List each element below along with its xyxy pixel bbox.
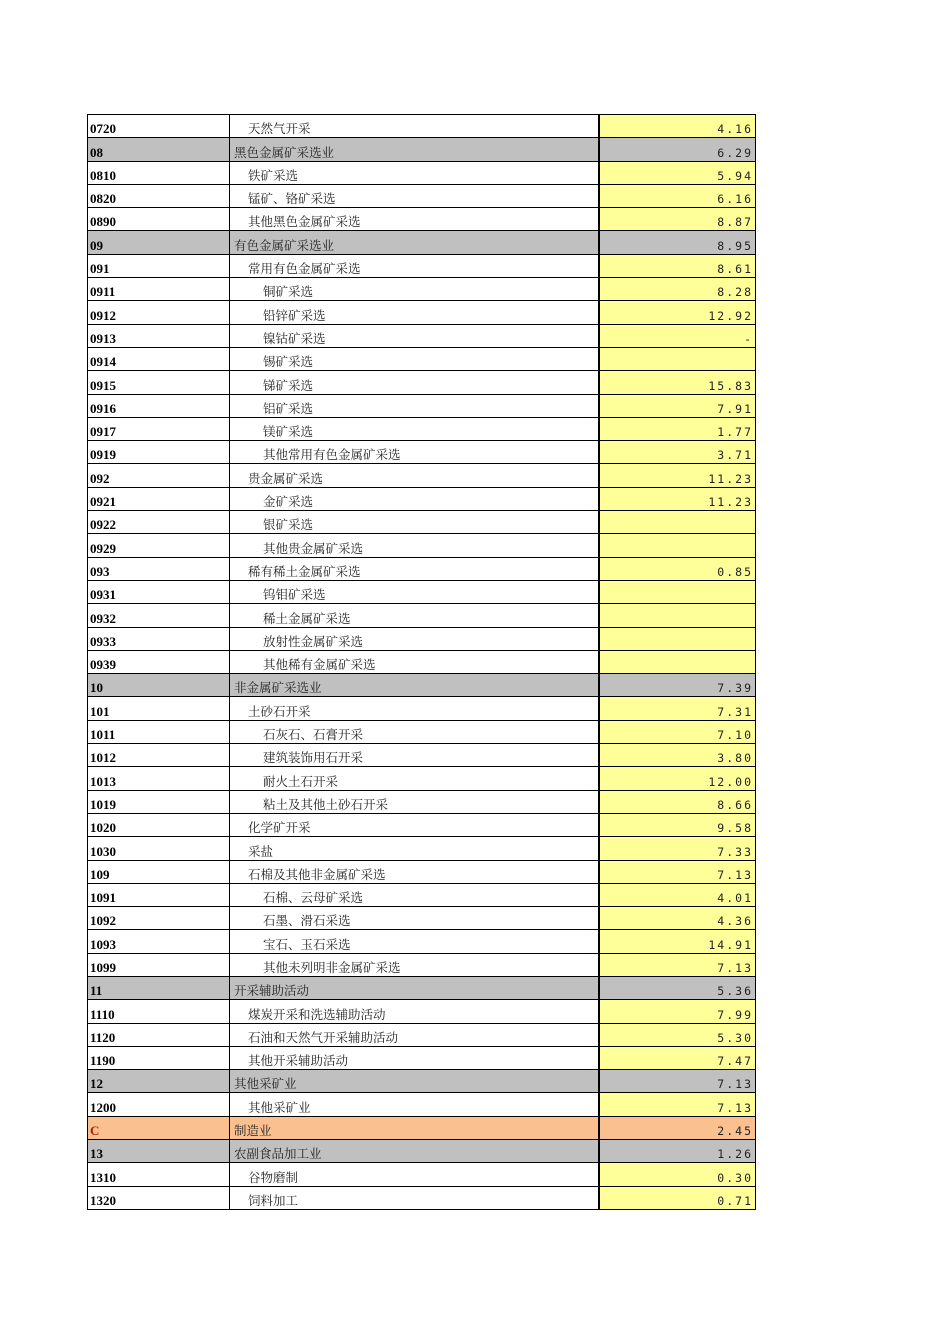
- table-row: [88, 441, 756, 464]
- industry-code-cell[interactable]: 0917: [88, 417, 230, 440]
- industry-code-cell[interactable]: 091: [88, 254, 230, 277]
- rate-value-cell[interactable]: 8.95: [599, 231, 756, 254]
- rate-value-cell[interactable]: 3.71: [599, 441, 756, 464]
- industry-name-cell[interactable]: 开采辅助活动: [230, 976, 599, 999]
- industry-name-cell[interactable]: 宝石、玉石采选: [230, 930, 599, 953]
- industry-name-cell[interactable]: 黑色金属矿采选业: [230, 138, 599, 161]
- rate-value-cell[interactable]: 7.13: [599, 860, 756, 883]
- industry-code-cell[interactable]: 0922: [88, 511, 230, 534]
- industry-name-cell[interactable]: 制造业: [230, 1116, 599, 1139]
- industry-name-cell[interactable]: 其他采矿业: [230, 1093, 599, 1116]
- industry-name-cell[interactable]: 饲料加工: [230, 1186, 599, 1209]
- industry-code-cell[interactable]: 101: [88, 697, 230, 720]
- industry-code-cell[interactable]: 0919: [88, 441, 230, 464]
- section-row: [88, 1116, 756, 1139]
- industry-name-cell[interactable]: 粘土及其他土砂石开采: [230, 790, 599, 813]
- industry-name-cell[interactable]: 化学矿开采: [230, 813, 599, 836]
- industry-code-cell[interactable]: 0820: [88, 184, 230, 207]
- industry-name-cell[interactable]: 锡矿采选: [230, 347, 599, 370]
- table-row: [88, 511, 756, 534]
- table-row: [88, 1163, 756, 1186]
- industry-name-cell[interactable]: 钨钼矿采选: [230, 580, 599, 603]
- group-row: [88, 1140, 756, 1163]
- table-row: [88, 184, 756, 207]
- industry-name-cell[interactable]: 土砂石开采: [230, 697, 599, 720]
- rate-value-cell[interactable]: 6.29: [599, 138, 756, 161]
- industry-code-cell[interactable]: 0914: [88, 347, 230, 370]
- rate-value-cell[interactable]: 7.91: [599, 394, 756, 417]
- industry-name-cell[interactable]: 铁矿采选: [230, 161, 599, 184]
- table-row: [88, 417, 756, 440]
- table-row: [88, 371, 756, 394]
- rate-value-cell[interactable]: 3.80: [599, 744, 756, 767]
- industry-name-cell[interactable]: 采盐: [230, 837, 599, 860]
- industry-code-cell[interactable]: 1310: [88, 1163, 230, 1186]
- table-row: [88, 744, 756, 767]
- industry-code-cell[interactable]: 1091: [88, 883, 230, 906]
- industry-name-cell[interactable]: 贵金属矿采选: [230, 464, 599, 487]
- rate-value-cell[interactable]: 7.13: [599, 1093, 756, 1116]
- rate-value-cell[interactable]: 0.85: [599, 557, 756, 580]
- table-row: [88, 790, 756, 813]
- rate-value-cell[interactable]: 6.16: [599, 184, 756, 207]
- rate-value-cell[interactable]: 5.94: [599, 161, 756, 184]
- rate-value-cell[interactable]: 11.23: [599, 487, 756, 510]
- industry-code-cell[interactable]: 1030: [88, 837, 230, 860]
- industry-name-cell[interactable]: 其他采矿业: [230, 1070, 599, 1093]
- table-row: [88, 580, 756, 603]
- rate-value-cell[interactable]: 7.10: [599, 720, 756, 743]
- industry-code-cell[interactable]: 0933: [88, 627, 230, 650]
- industry-name-cell[interactable]: 石灰石、石膏开采: [230, 720, 599, 743]
- table-row: [88, 697, 756, 720]
- rate-value-cell[interactable]: 9.58: [599, 813, 756, 836]
- industry-name-cell[interactable]: 其他贵金属矿采选: [230, 534, 599, 557]
- industry-code-cell[interactable]: 10: [88, 674, 230, 697]
- industry-code-cell[interactable]: 1020: [88, 813, 230, 836]
- rate-value-cell[interactable]: 2.45: [599, 1116, 756, 1139]
- industry-rate-table: [87, 114, 756, 1210]
- industry-code-cell[interactable]: 08: [88, 138, 230, 161]
- industry-code-cell[interactable]: 0911: [88, 278, 230, 301]
- rate-value-cell[interactable]: [599, 534, 756, 557]
- table-row: [88, 557, 756, 580]
- industry-name-cell[interactable]: 耐火土石开采: [230, 767, 599, 790]
- rate-value-cell[interactable]: 4.16: [599, 115, 756, 138]
- industry-code-cell[interactable]: 0810: [88, 161, 230, 184]
- rate-value-cell[interactable]: 8.87: [599, 208, 756, 231]
- industry-name-cell[interactable]: 铝矿采选: [230, 394, 599, 417]
- industry-name-cell[interactable]: 非金属矿采选业: [230, 674, 599, 697]
- rate-value-cell[interactable]: 1.26: [599, 1140, 756, 1163]
- rate-value-cell[interactable]: [599, 347, 756, 370]
- table-row: [88, 837, 756, 860]
- table-row: [88, 627, 756, 650]
- table-row: [88, 487, 756, 510]
- industry-name-cell[interactable]: 煤炭开采和洗选辅助活动: [230, 1000, 599, 1023]
- table-row: [88, 254, 756, 277]
- industry-name-cell[interactable]: 放射性金属矿采选: [230, 627, 599, 650]
- table-row: [88, 813, 756, 836]
- industry-code-cell[interactable]: 1092: [88, 907, 230, 930]
- rate-value-cell[interactable]: 7.39: [599, 674, 756, 697]
- rate-value-cell[interactable]: 7.13: [599, 953, 756, 976]
- table-row: [88, 208, 756, 231]
- industry-code-cell[interactable]: 0916: [88, 394, 230, 417]
- rate-value-cell[interactable]: [599, 650, 756, 673]
- rate-value-cell[interactable]: 15.83: [599, 371, 756, 394]
- rate-value-cell[interactable]: [599, 511, 756, 534]
- industry-code-cell[interactable]: 0913: [88, 324, 230, 347]
- industry-name-cell[interactable]: 铅锌矿采选: [230, 301, 599, 324]
- rate-value-cell[interactable]: 12.92: [599, 301, 756, 324]
- table-row: [88, 394, 756, 417]
- industry-name-cell[interactable]: 石棉、云母矿采选: [230, 883, 599, 906]
- rate-value-cell[interactable]: 8.66: [599, 790, 756, 813]
- table-row: [88, 1186, 756, 1209]
- rate-value-cell[interactable]: 5.36: [599, 976, 756, 999]
- rate-value-cell[interactable]: [599, 580, 756, 603]
- table-row: [88, 1000, 756, 1023]
- industry-code-cell[interactable]: 1110: [88, 1000, 230, 1023]
- industry-code-cell[interactable]: 0915: [88, 371, 230, 394]
- rate-value-cell[interactable]: 8.28: [599, 278, 756, 301]
- rate-value-cell[interactable]: 8.61: [599, 254, 756, 277]
- rate-value-cell[interactable]: 11.23: [599, 464, 756, 487]
- table-body: [88, 115, 756, 1210]
- industry-code-cell[interactable]: 1019: [88, 790, 230, 813]
- group-row: [88, 976, 756, 999]
- industry-code-cell[interactable]: 0921: [88, 487, 230, 510]
- industry-name-cell[interactable]: 金矿采选: [230, 487, 599, 510]
- industry-code-cell[interactable]: 1320: [88, 1186, 230, 1209]
- table-row: [88, 1023, 756, 1046]
- rate-value-cell[interactable]: -: [599, 324, 756, 347]
- rate-value-cell[interactable]: [599, 604, 756, 627]
- industry-code-cell[interactable]: 0890: [88, 208, 230, 231]
- industry-code-cell[interactable]: 13: [88, 1140, 230, 1163]
- rate-value-cell[interactable]: 7.99: [599, 1000, 756, 1023]
- rate-value-cell[interactable]: 4.01: [599, 883, 756, 906]
- industry-code-cell[interactable]: 0720: [88, 115, 230, 138]
- industry-name-cell[interactable]: 其他未列明非金属矿采选: [230, 953, 599, 976]
- industry-code-cell[interactable]: 092: [88, 464, 230, 487]
- industry-code-cell[interactable]: 0931: [88, 580, 230, 603]
- industry-name-cell[interactable]: 锰矿、铬矿采选: [230, 184, 599, 207]
- rate-value-cell[interactable]: [599, 627, 756, 650]
- industry-name-cell[interactable]: 石棉及其他非金属矿采选: [230, 860, 599, 883]
- industry-name-cell[interactable]: 稀土金属矿采选: [230, 604, 599, 627]
- industry-code-cell[interactable]: C: [88, 1116, 230, 1139]
- rate-value-cell[interactable]: 7.33: [599, 837, 756, 860]
- table-row: [88, 883, 756, 906]
- industry-code-cell[interactable]: 1011: [88, 720, 230, 743]
- industry-name-cell[interactable]: 其他开采辅助活动: [230, 1046, 599, 1069]
- table-row: [88, 534, 756, 557]
- table-row: [88, 115, 756, 138]
- industry-name-cell[interactable]: 银矿采选: [230, 511, 599, 534]
- industry-code-cell[interactable]: 09: [88, 231, 230, 254]
- industry-code-cell[interactable]: 11: [88, 976, 230, 999]
- industry-name-cell[interactable]: 常用有色金属矿采选: [230, 254, 599, 277]
- rate-value-cell[interactable]: 14.91: [599, 930, 756, 953]
- rate-value-cell[interactable]: 1.77: [599, 417, 756, 440]
- rate-value-cell[interactable]: 12.00: [599, 767, 756, 790]
- table-row: [88, 301, 756, 324]
- industry-name-cell[interactable]: 稀有稀土金属矿采选: [230, 557, 599, 580]
- industry-code-cell[interactable]: 1013: [88, 767, 230, 790]
- table-row: [88, 324, 756, 347]
- industry-code-cell[interactable]: 0912: [88, 301, 230, 324]
- table-row: [88, 1093, 756, 1116]
- industry-name-cell[interactable]: 石油和天然气开采辅助活动: [230, 1023, 599, 1046]
- industry-code-cell[interactable]: 093: [88, 557, 230, 580]
- table-row: [88, 347, 756, 370]
- industry-code-cell[interactable]: 1099: [88, 953, 230, 976]
- industry-code-cell[interactable]: 109: [88, 860, 230, 883]
- table-row: [88, 767, 756, 790]
- industry-code-cell[interactable]: 0929: [88, 534, 230, 557]
- industry-code-cell[interactable]: 0932: [88, 604, 230, 627]
- table-row: [88, 720, 756, 743]
- industry-code-cell[interactable]: 0939: [88, 650, 230, 673]
- industry-name-cell[interactable]: 天然气开采: [230, 115, 599, 138]
- industry-name-cell[interactable]: 建筑装饰用石开采: [230, 744, 599, 767]
- table-row: [88, 953, 756, 976]
- rate-value-cell[interactable]: 4.36: [599, 907, 756, 930]
- industry-code-cell[interactable]: 12: [88, 1070, 230, 1093]
- industry-code-cell[interactable]: 1190: [88, 1046, 230, 1069]
- industry-code-cell[interactable]: 1200: [88, 1093, 230, 1116]
- industry-name-cell[interactable]: 铜矿采选: [230, 278, 599, 301]
- industry-name-cell[interactable]: 农副食品加工业: [230, 1140, 599, 1163]
- rate-value-cell[interactable]: 7.47: [599, 1046, 756, 1069]
- rate-value-cell[interactable]: 0.30: [599, 1163, 756, 1186]
- industry-name-cell[interactable]: 其他黑色金属矿采选: [230, 208, 599, 231]
- industry-name-cell[interactable]: 镍钴矿采选: [230, 324, 599, 347]
- table-row: [88, 907, 756, 930]
- industry-name-cell[interactable]: 其他稀有金属矿采选: [230, 650, 599, 673]
- table-row: [88, 464, 756, 487]
- rate-value-cell[interactable]: 7.13: [599, 1070, 756, 1093]
- industry-code-cell[interactable]: 1093: [88, 930, 230, 953]
- industry-name-cell[interactable]: 有色金属矿采选业: [230, 231, 599, 254]
- table-row: [88, 860, 756, 883]
- table-row: [88, 161, 756, 184]
- group-row: [88, 1070, 756, 1093]
- rate-value-cell[interactable]: 0.71: [599, 1186, 756, 1209]
- industry-name-cell[interactable]: 锑矿采选: [230, 371, 599, 394]
- industry-name-cell[interactable]: 其他常用有色金属矿采选: [230, 441, 599, 464]
- rate-value-cell[interactable]: 7.31: [599, 697, 756, 720]
- group-row: [88, 674, 756, 697]
- group-row: [88, 138, 756, 161]
- industry-code-cell[interactable]: 1012: [88, 744, 230, 767]
- industry-code-cell[interactable]: 1120: [88, 1023, 230, 1046]
- industry-name-cell[interactable]: 谷物磨制: [230, 1163, 599, 1186]
- table-row: [88, 278, 756, 301]
- rate-value-cell[interactable]: 5.30: [599, 1023, 756, 1046]
- table-row: [88, 1046, 756, 1069]
- table-row: [88, 604, 756, 627]
- industry-name-cell[interactable]: 镁矿采选: [230, 417, 599, 440]
- group-row: [88, 231, 756, 254]
- table-row: [88, 650, 756, 673]
- table-row: [88, 930, 756, 953]
- industry-name-cell[interactable]: 石墨、滑石采选: [230, 907, 599, 930]
